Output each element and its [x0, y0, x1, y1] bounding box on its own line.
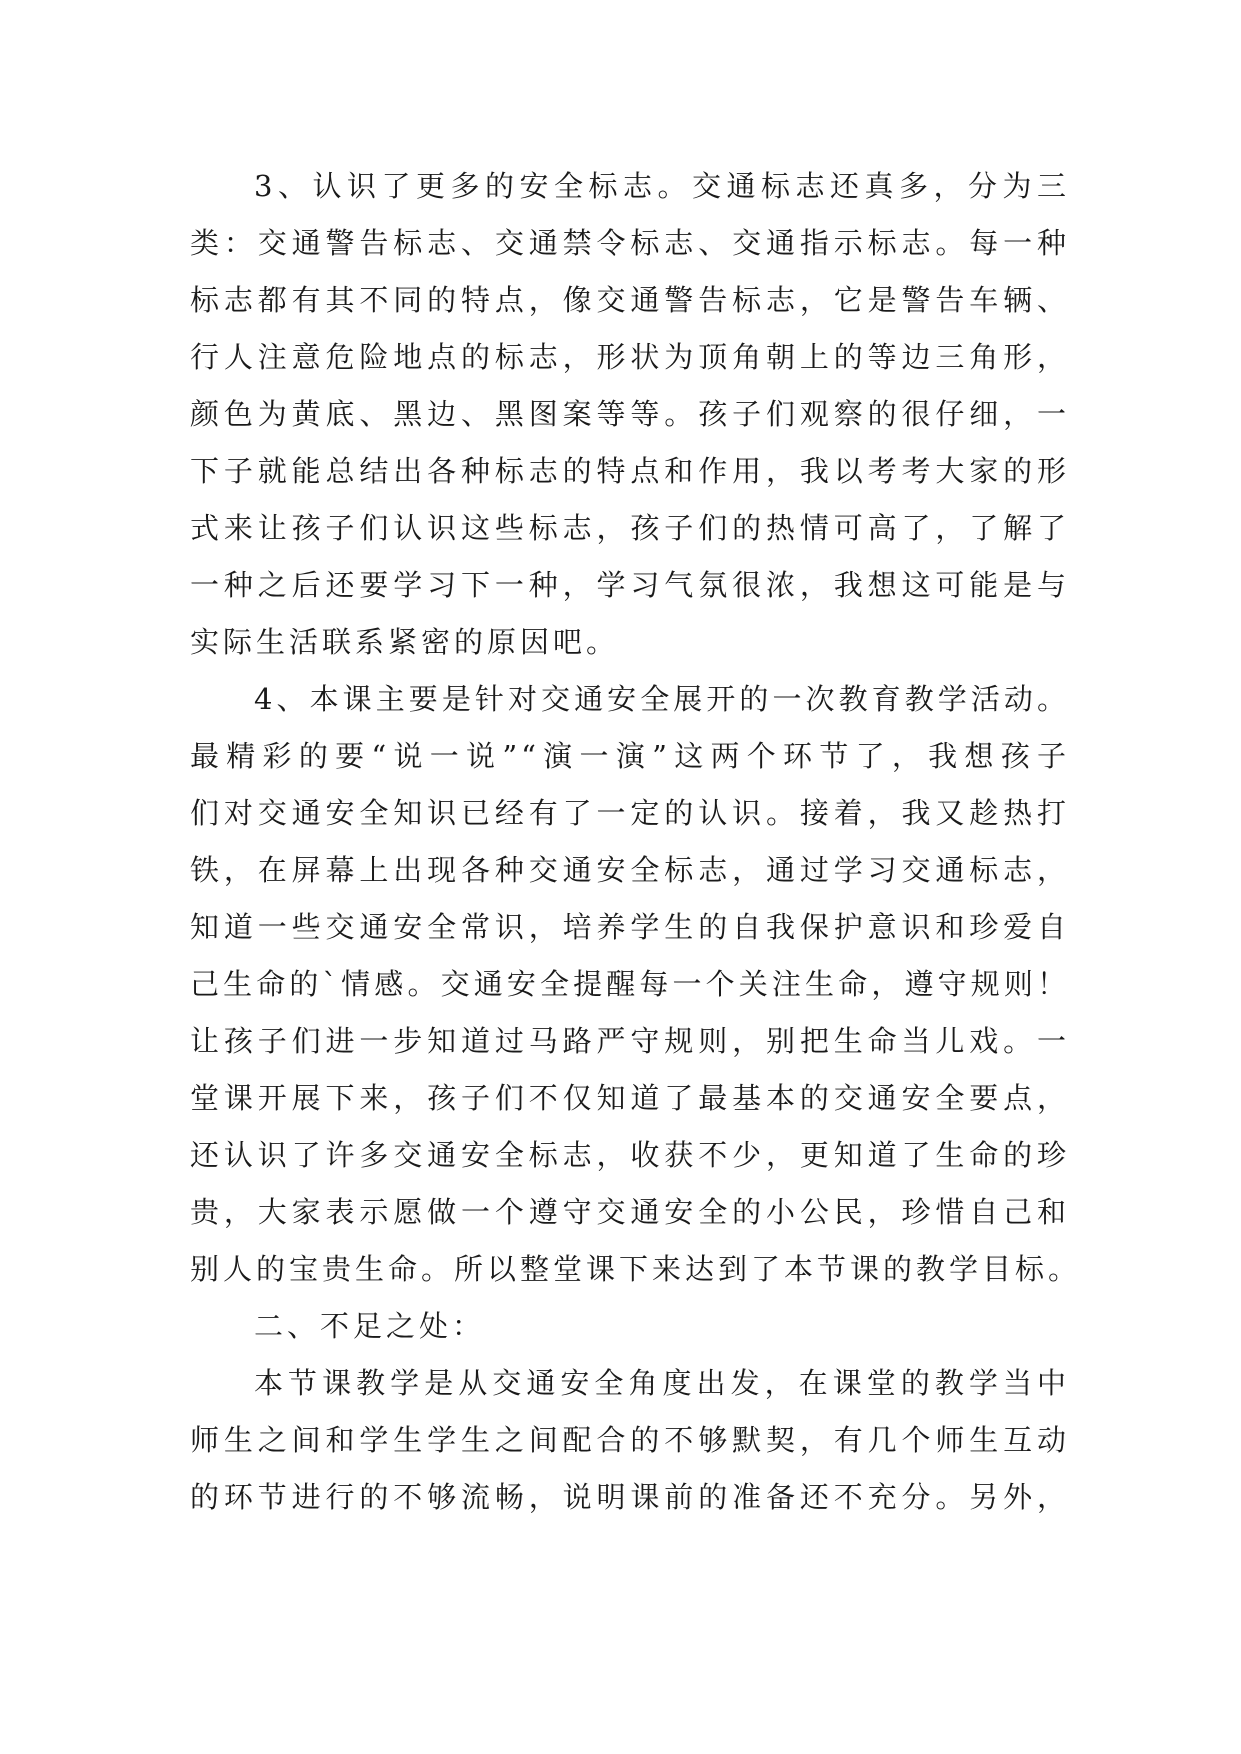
text-line: 式来让孩子们认识这些标志，孩子们的热情可高了，了解了 — [190, 511, 1070, 545]
text-line: 让孩子们进一步知道过马路严守规则，别把生命当儿戏。一 — [190, 1024, 1070, 1058]
text-line: 一种之后还要学习下一种，学习气氛很浓，我想这可能是与 — [190, 568, 1070, 602]
text-line: 堂课开展下来，孩子们不仅知道了最基本的交通安全要点， — [190, 1081, 1070, 1115]
text-line: 4、本课主要是针对交通安全展开的一次教育教学活动。 — [254, 682, 1070, 716]
text-line: 实际生活联系紧密的原因吧。 — [190, 625, 620, 659]
text-line: 行人注意危险地点的标志，形状为顶角朝上的等边三角形， — [190, 340, 1070, 374]
text-line: 知道一些交通安全常识，培养学生的自我保护意识和珍爱自 — [190, 910, 1070, 944]
text-line: 本节课教学是从交通安全角度出发，在课堂的教学当中 — [254, 1366, 1070, 1400]
text-line: 贵，大家表示愿做一个遵守交通安全的小公民，珍惜自己和 — [190, 1195, 1070, 1229]
text-line: 下子就能总结出各种标志的特点和作用，我以考考大家的形 — [190, 454, 1070, 488]
text-line: 的环节进行的不够流畅，说明课前的准备还不充分。另外， — [190, 1480, 1070, 1514]
text-line: 师生之间和学生学生之间配合的不够默契，有几个师生互动 — [190, 1423, 1070, 1457]
text-line: 最精彩的要“说一说”“演一演”这两个环节了，我想孩子 — [190, 739, 1070, 773]
text-line: 还认识了许多交通安全标志，收获不少，更知道了生命的珍 — [190, 1138, 1070, 1172]
text-line: 二、不足之处： — [254, 1309, 486, 1343]
text-line: 颜色为黄底、黑边、黑图案等等。孩子们观察的很仔细，一 — [190, 397, 1070, 431]
text-line: 别人的宝贵生命。所以整堂课下来达到了本节课的教学目标。 — [190, 1252, 1082, 1286]
document-body — [190, 158, 1082, 1526]
text-line: 己生命的`情感。交通安全提醒每一个关注生命，遵守规则！ — [190, 967, 1070, 1001]
text-line: 们对交通安全知识已经有了一定的认识。接着，我又趁热打 — [190, 796, 1070, 830]
text-line: 标志都有其不同的特点，像交通警告标志，它是警告车辆、 — [190, 283, 1070, 317]
text-line: 类：交通警告标志、交通禁令标志、交通指示标志。每一种 — [190, 226, 1070, 260]
text-line: 铁，在屏幕上出现各种交通安全标志，通过学习交通标志， — [190, 853, 1070, 887]
text-line: 3、认识了更多的安全标志。交通标志还真多，分为三 — [254, 169, 1070, 203]
